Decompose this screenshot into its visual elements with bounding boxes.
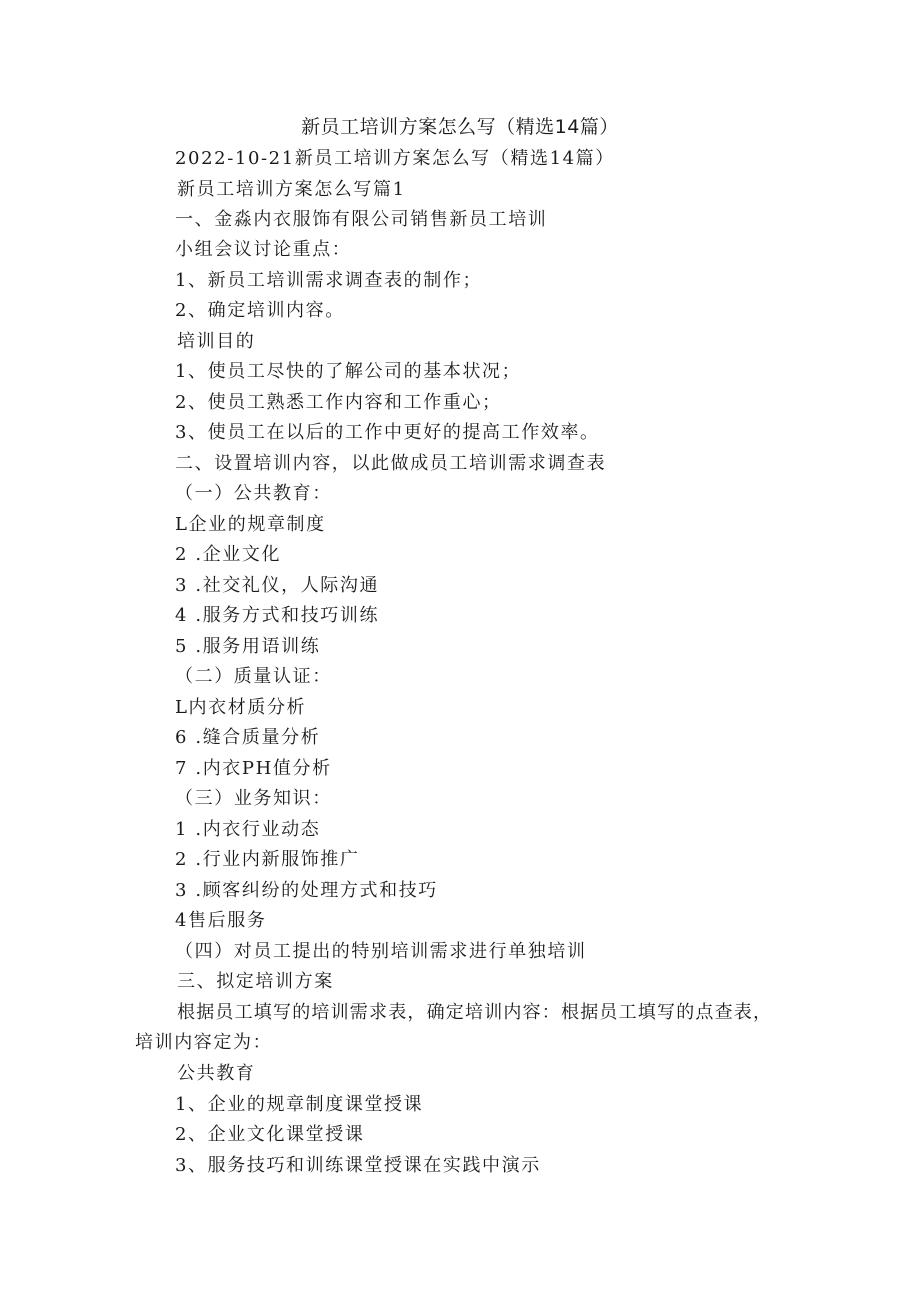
body-line: 二、设置培训内容，以此做成员工培训需求调查表 [175,453,607,474]
body-line: 1、使员工尽快的了解公司的基本状况； [175,361,522,382]
body-line: 7 .内衣PH值分析 [175,758,332,779]
body-line: 2、企业文化课堂授课 [175,1124,365,1145]
body-line: 2 .企业文化 [175,544,282,565]
body-line: 三、拟定培训方案 [177,971,334,992]
body-line: 6 .缝合质量分析 [175,727,321,748]
body-line: 1、企业的规章制度课堂授课 [175,1094,424,1115]
body-line: 3 .顾客纠纷的处理方式和技巧 [175,880,438,901]
body-line: 3 .社交礼仪，人际沟通 [175,575,380,596]
body-line: 3、使员工在以后的工作中更好的提高工作效率。 [175,422,600,443]
body-line: L内衣材质分析 [175,697,307,718]
body-line: 4 .服务方式和技巧训练 [175,605,380,626]
document-title: 新员工培训方案怎么写（精选14篇） [301,116,619,138]
body-line: 3、服务技巧和训练课堂授课在实践中演示 [175,1155,541,1176]
body-line: 2、使员工熟悉工作内容和工作重心； [175,392,502,413]
body-line: 2、确定培训内容。 [175,300,345,321]
body-line: 2 .行业内新服饰推广 [175,849,360,870]
body-line: 4售后服务 [175,910,267,931]
body-line: 根据员工填写的培训需求表，确定培训内容：根据员工填写的点查表， [177,1002,773,1023]
body-line: 5 .服务用语训练 [175,636,321,657]
body-line: 1 .内衣行业动态 [175,819,321,840]
body-line: （一）公共教育： [175,483,332,504]
body-line: 公共教育 [177,1063,256,1084]
body-line: 一、金淼内衣服饰有限公司销售新员工培训 [175,209,548,230]
body-line: 1、新员工培训需求调查表的制作； [175,270,483,291]
body-line: （二）质量认证： [175,666,332,687]
section-heading: 新员工培训方案怎么写篇1 [177,179,406,200]
date-line: 2022-10-21新员工培训方案怎么写（精选14篇） [175,148,615,169]
body-line: L企业的规章制度 [175,514,326,535]
body-line: （四）对员工提出的特别培训需求进行单独培训 [175,941,587,962]
body-line: 培训内容定为： [135,1032,273,1053]
body-line: 小组会议讨论重点： [175,239,352,260]
body-line: （三）业务知识： [175,788,332,809]
body-line: 培训目的 [177,331,256,352]
